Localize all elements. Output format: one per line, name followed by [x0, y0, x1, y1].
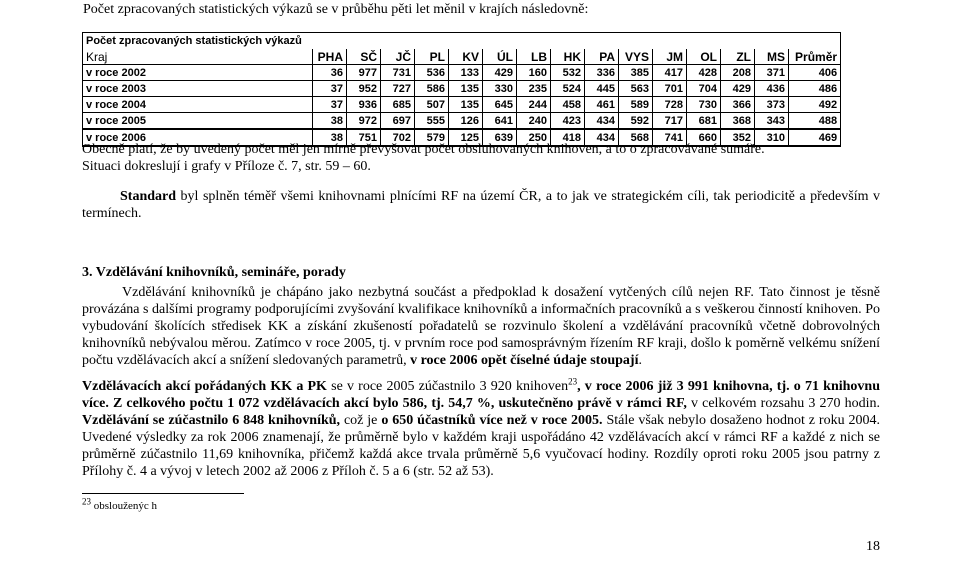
events-bold-4: o 650 účastníků více než v roce 2005.	[381, 413, 603, 428]
events-bold-2: , v roce 2006 již 3 991 knihovna, tj. o 71 knihovnu více. Z celkového počtu 1 072 vzdělávacích akcí bylo 586, tj. 54,7 %, uskutečněno právě v rámci RF,	[82, 379, 880, 411]
row-label: v roce 2005	[83, 113, 313, 130]
footnote-number: 23	[82, 496, 91, 507]
events-text-1: se v roce 2005 zúčastnilo 3 920 knihoven	[326, 379, 569, 394]
column-header: JM	[653, 49, 687, 65]
table-cell: 936	[347, 97, 381, 113]
table-cell: 37	[313, 97, 347, 113]
table-cell: 423	[551, 113, 585, 130]
education-paragraph	[82, 284, 880, 369]
table-cell: 681	[687, 113, 721, 130]
footnote	[82, 496, 157, 512]
events-text-2: v celkovém rozsahu 3 270 hodin.	[686, 396, 880, 411]
table-cell: 563	[619, 81, 653, 97]
table-cell: 244	[517, 97, 551, 113]
standard-text: byl splněn téměř všemi knihovnami plnícími RF na území ČR, a to jak ve strategickém cíli, tak periodicitě a především v termínech.	[82, 189, 880, 221]
table-cell: 310	[755, 129, 789, 146]
column-header: MS	[755, 49, 789, 65]
column-header: HK	[551, 49, 585, 65]
table-cell: 371	[755, 65, 789, 81]
column-header: SČ	[347, 49, 381, 65]
table-cell: 160	[517, 65, 551, 81]
table-cell: 126	[449, 113, 483, 130]
table-cell: 685	[381, 97, 415, 113]
column-header: Průměr	[789, 49, 841, 65]
table-note	[82, 141, 880, 175]
table-cell: 972	[347, 113, 381, 130]
footnote-separator	[82, 493, 244, 494]
table-cell: 730	[687, 97, 721, 113]
table-cell: 589	[619, 97, 653, 113]
note-line-1: Obecně platí, že by uvedený počet měl jen mírně převyšovat počet obsluhovaných knihoven, a to o zpracovávané sumáře.	[82, 142, 765, 157]
table-cell: 977	[347, 65, 381, 81]
table-cell: 240	[517, 113, 551, 130]
table-cell: 135	[449, 81, 483, 97]
table-cell: 429	[483, 65, 517, 81]
column-header: LB	[517, 49, 551, 65]
table-cell: 568	[619, 129, 653, 146]
table-cell: 727	[381, 81, 415, 97]
table-cell: 645	[483, 97, 517, 113]
table-cell: 366	[721, 97, 755, 113]
standard-paragraph	[82, 188, 880, 222]
table-cell: 555	[415, 113, 449, 130]
table-cell: 717	[653, 113, 687, 130]
table-cell: 639	[483, 129, 517, 146]
table-cell: 434	[585, 129, 619, 146]
events-bold-3: Vzdělávání se zúčastnilo 6 848 knihovníků,	[82, 413, 341, 428]
table-cell: 592	[619, 113, 653, 130]
table-cell: 488	[789, 113, 841, 130]
column-header-kraj: Kraj	[83, 49, 313, 65]
events-text-3: což je	[340, 413, 382, 428]
table-cell: 507	[415, 97, 449, 113]
table-row	[83, 65, 841, 81]
table-cell: 524	[551, 81, 585, 97]
column-header: ZL	[721, 49, 755, 65]
section-heading: 3. Vzdělávání knihovníků, semináře, porady	[82, 265, 346, 280]
table-cell: 436	[755, 81, 789, 97]
table-cell: 428	[687, 65, 721, 81]
column-header: OL	[687, 49, 721, 65]
table-cell: 586	[415, 81, 449, 97]
table-row	[83, 113, 841, 130]
events-bold-1: Vzdělávacích akcí pořádaných KK a PK	[82, 379, 327, 394]
column-header: VYS	[619, 49, 653, 65]
table-cell: 728	[653, 97, 687, 113]
table-cell: 38	[313, 113, 347, 130]
row-label: v roce 2002	[83, 65, 313, 81]
column-header: JČ	[381, 49, 415, 65]
table-cell: 697	[381, 113, 415, 130]
table-row	[83, 97, 841, 113]
education-end: .	[638, 353, 642, 368]
table-cell: 434	[585, 113, 619, 130]
row-label: v roce 2004	[83, 97, 313, 113]
table-cell: 208	[721, 65, 755, 81]
table-cell: 330	[483, 81, 517, 97]
table-cell: 235	[517, 81, 551, 97]
table-cell: 741	[653, 129, 687, 146]
table-cell: 125	[449, 129, 483, 146]
table-caption-row	[83, 33, 841, 50]
footnote-text: obslouženýc h	[91, 500, 157, 512]
events-text-4: Stále však nebylo dosaženo hodnot z roku 2004. Uvedené výsledky za rok 2006 znamenají, že průměrně bylo v každém kraji uspořádáno 42 vzdělávacích akcí v rámci RF a každé z nich se průměrně zúčastnilo 11,69 knihovníka, přičemž každá akce trvala průměrně 5,6 vyučovací hodiny. Rozdíly oproti roku 2005 jsou patrny z Přílohy č. 4 a vývoj v letech 2002 až 2006 z Příloh č. 5 a 6 (str. 52 až 53).	[82, 413, 881, 479]
footnote-ref: 23	[568, 376, 578, 387]
table-cell: 36	[313, 65, 347, 81]
page-number: 18	[866, 539, 880, 554]
column-header: KV	[449, 49, 483, 65]
table-cell: 469	[789, 129, 841, 146]
table-cell: 536	[415, 65, 449, 81]
education-text: Vzdělávání knihovníků je chápáno jako nezbytná součást a předpoklad k dosažení vytčených cílů nejen RF. Tato činnost je těsně provázána s dalšími programy podporujícími zvyšování kvalifikace knihovníků a informačních pracovníků a s veškerou činností knihoven. Po vybudování školících středisek KK a získání zkušeností pořadatelů se rozvinulo školení a vzdělávání pracovníků včetně dobrovolných knihovníků nebývalou měrou. Zatímco v roce 2005, tj. v prvním roce pod samosprávným řízením RF kraji, došlo k poměrně velkému snížení počtu vzdělávacích akcí a snížení sledovaných parametrů,	[82, 285, 880, 368]
table-cell: 385	[619, 65, 653, 81]
table-cell: 37	[313, 81, 347, 97]
table-cell: 492	[789, 97, 841, 113]
table-cell: 579	[415, 129, 449, 146]
table-cell: 701	[653, 81, 687, 97]
table-cell: 461	[585, 97, 619, 113]
statistics-table	[82, 32, 841, 147]
table-cell: 343	[755, 113, 789, 130]
table-cell: 406	[789, 65, 841, 81]
table-header-row	[83, 49, 841, 65]
table-cell: 352	[721, 129, 755, 146]
row-label: v roce 2003	[83, 81, 313, 97]
table-cell: 532	[551, 65, 585, 81]
table-cell: 702	[381, 129, 415, 146]
table-cell: 336	[585, 65, 619, 81]
table-cell: 486	[789, 81, 841, 97]
table-cell: 660	[687, 129, 721, 146]
table-cell: 641	[483, 113, 517, 130]
row-label: v roce 2006	[83, 129, 313, 146]
table-cell: 952	[347, 81, 381, 97]
table-cell: 373	[755, 97, 789, 113]
table-cell: 458	[551, 97, 585, 113]
column-header: PHA	[313, 49, 347, 65]
table-cell: 38	[313, 129, 347, 146]
standard-bold: Standard	[120, 189, 177, 204]
note-line-2: Situaci dokreslují i grafy v Příloze č. 7, str. 59 – 60.	[82, 159, 371, 174]
table-caption: Počet zpracovaných statistických výkazů	[83, 33, 841, 50]
table-cell: 704	[687, 81, 721, 97]
table-cell: 751	[347, 129, 381, 146]
table-cell: 445	[585, 81, 619, 97]
table-cell: 731	[381, 65, 415, 81]
education-highlight: v roce 2006 opět číselné údaje stoupají	[410, 353, 639, 368]
table-cell: 417	[653, 65, 687, 81]
column-header: PA	[585, 49, 619, 65]
table-cell: 368	[721, 113, 755, 130]
table-row	[83, 81, 841, 97]
table-cell: 133	[449, 65, 483, 81]
intro-text: Počet zpracovaných statistických výkazů se v průběhu pěti let měnil v krajích následovně:	[83, 2, 589, 17]
column-header: ÚL	[483, 49, 517, 65]
table-cell: 250	[517, 129, 551, 146]
table-cell: 135	[449, 97, 483, 113]
column-header: PL	[415, 49, 449, 65]
events-paragraph	[82, 378, 880, 480]
table-cell: 429	[721, 81, 755, 97]
table-cell: 418	[551, 129, 585, 146]
